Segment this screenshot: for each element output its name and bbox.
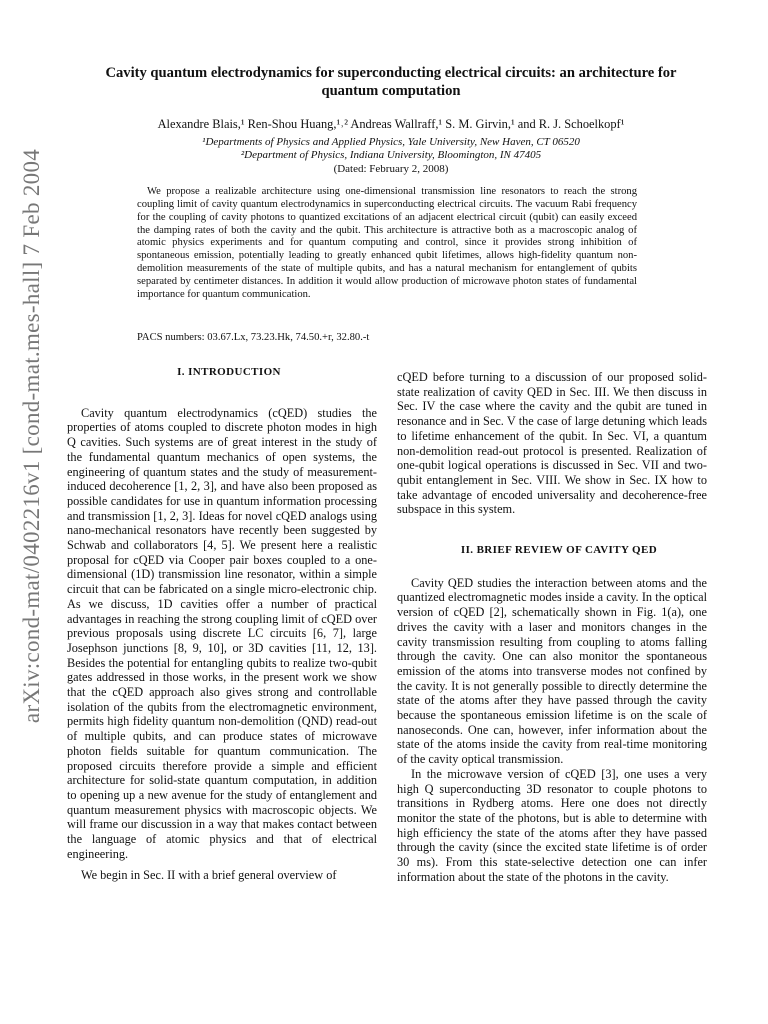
affiliation-1: ¹Departments of Physics and Applied Physics, Yale University, New Haven, CT 06520	[202, 136, 580, 148]
review-paragraph-2: In the microwave version of cQED [3], one uses a very high Q superconducting 3D resonator to couple photons to transitions in Rydberg atoms. Here one does not directly monitor the state of the photons, but is able to determine with high efficiency the state of the atoms after they have passed through the cavity (since the excited state lifetime is of order 30 ms). From this state-selective detection one can infer information about the state of the photons in the cavity.	[397, 766, 707, 884]
pacs-numbers: PACS numbers: 03.67.Lx, 73.23.Hk, 74.50.+r, 32.80.-t	[137, 332, 370, 343]
affiliation-2: ²Department of Physics, Indiana University, Bloomington, IN 47405	[240, 149, 542, 161]
section-heading-review: II. BRIEF REVIEW OF CAVITY QED	[460, 544, 658, 557]
date-line: (Dated: February 2, 2008)	[333, 163, 449, 175]
intro-paragraph-2: We begin in Sec. II with a brief general overview of	[81, 867, 337, 882]
intro-paragraph-continued: cQED before turning to a discussion of our proposed solid-state realization of cavity QED in Sec. III. We then discuss in Sec. IV the case where the cavity and the qubit are tuned in resonance and in Sec. V the case of large detuning which leads to lifetime enhancement of the qubit. In Sec. VI, a quantum non-demolition read-out protocol is presented. Realization of one-qubit logical operations is discussed in Sec. VII and two-qubit entanglement in Sec. VIII. We show in Sec. IX how to take advantage of encoded universality and decoherence-free subspace in this system.	[397, 370, 707, 517]
review-paragraph-1: Cavity QED studies the interaction between atoms and the quantized electromagnetic modes inside a cavity. In the optical version of cQED [2], schematically shown in Fig. 1(a), one drives the cavity with a laser and monitors changes in the cavity transmission resulting from coupling to atoms falling through the cavity. One can also monitor the spontaneous emission of the atoms into transverse modes not confined by the cavity. It is not generally possible to directly determine the state of the atoms after they have passed through the cavity because the spontaneous emission lifetime is on the scale of nanoseconds. One can, however, infer information about the state of the atoms inside the cavity from real-time monitoring of the cavity optical transmission.	[397, 575, 707, 767]
section-heading-introduction: I. INTRODUCTION	[177, 366, 281, 378]
arxiv-side-stamp	[14, 148, 50, 724]
author-list: Alexandre Blais,¹ Ren-Shou Huang,¹˒² Andreas Wallraff,¹ S. M. Girvin,¹ and R. J. Schoelkopf¹	[157, 117, 625, 131]
arxiv-identifier[interactable]: arXiv:cond-mat/0402216v1 [cond-mat.mes-hall] 7 Feb 2004	[19, 148, 44, 724]
paper-title: Cavity quantum electrodynamics for superconducting electrical circuits: an architecture for quantum computation	[105, 65, 677, 99]
left-column	[67, 365, 377, 882]
intro-paragraph-1: Cavity quantum electrodynamics (cQED) studies the properties of atoms coupled to discrete photon modes in high Q cavities. Such systems are of great interest in the study of the fundamental quantum mechanics of open systems, the engineering of quantum states and the study of measurement-induced decoherence [1, 2, 3], and have also been proposed as possible candidates for use in quantum information processing and transmission [1, 2, 3]. Ideas for novel cQED analogs using nano-mechanical resonators have recently been suggested by Schwab and collaborators [4, 5]. We present here a realistic proposal for cQED via Cooper pair boxes coupled to a one-dimensional (1D) transmission line resonator, within a simple circuit that can be fabricated on a single micro-electronic chip. As we discuss, 1D cavities offer a number of practical advantages in reaching the strong coupling limit of cQED over previous proposals using discrete LC circuits [6, 7], large Josephson junctions [8, 9, 10], or 3D cavities [11, 12, 13]. Besides the potential for entangling qubits to realize two-qubit gates addressed in those works, in the present work we show that the cQED approach also gives strong and controllable isolation of the qubits from the electromagnetic environment, permits high fidelity quantum non-demolition (QND) read-out of multiple qubits, and can produce states of microwave photon fields suitable for quantum communication. The proposed circuits therefore provide a simple and efficient architecture for solid-state quantum computation, in addition to opening up a new avenue for the study of entanglement and quantum measurement physics with macroscopic objects. We will frame our discussion in a way that makes contact between the language of atomic physics and that of electrical engineering.	[67, 405, 377, 861]
abstract: We propose a realizable architecture using one-dimensional transmission line resonators to reach the strong coupling limit of cavity quantum electrodynamics in superconducting electrical circuits. The vacuum Rabi frequency for the coupling of cavity photons to quantized excitations of an adjacent electrical circuit (qubit) can easily exceed the damping rates of both the cavity and the qubit. This architecture is attractive both as a macroscopic analog of atomic physics experiments and for quantum computing and control, since it provides strong inhibition of spontaneous emission, potentially leading to greatly enhanced qubit lifetimes, allows high-fidelity quantum non-demolition measurements of the state of multiple qubits, and has a natural mechanism for entanglement of qubits separated by centimeter distances. In addition it would allow production of microwave photon states of fundamental importance for quantum communication.	[137, 186, 637, 300]
right-column	[397, 370, 707, 885]
